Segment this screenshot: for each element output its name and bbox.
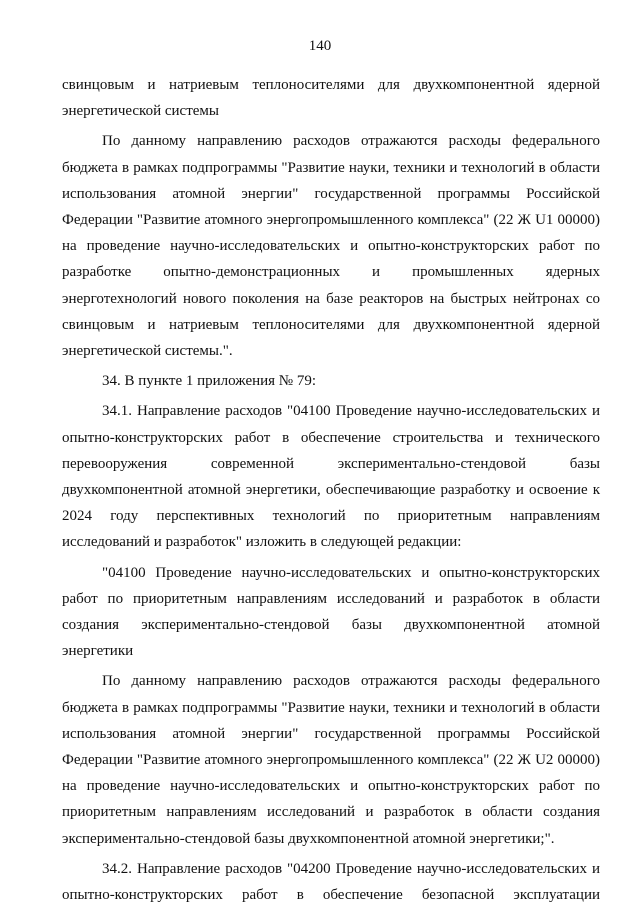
paragraph-item-34-1: 34.1. Направление расходов "04100 Проведение научно-исследовательских и опытно-конструкторских работ в обеспечение строительства и технического перевооружения современной экспериментально-стендовой базы двухкомпонентной атомной энергетики, обеспечивающие разработку и освоение к 2024 году перспективных технологий по приоритетным направлениям исследований и разработок" изложить в следующей редакции: (62, 403, 600, 551)
paragraph-new-wording-04100: "04100 Проведение научно-исследовательских и опытно-конструкторских работ по приоритетным направлениям исследований и разработок в области создания экспериментально-стендовой базы двухкомпонентной атомной энергетики (62, 564, 600, 660)
paragraph-continuation: свинцовым и натриевым теплоносителями для двухкомпонентной ядерной энергетической системы (62, 77, 600, 120)
document-body (62, 72, 600, 908)
paragraph-item-34-2: 34.2. Направление расходов "04200 Проведение научно-исследовательских и опытно-конструкторских работ в обеспечение безопасной эксплуатации (62, 860, 600, 904)
page-number: 140 (308, 38, 332, 54)
paragraph-item-34: 34. В пункте 1 приложения № 79: (102, 373, 317, 390)
paragraph-expense-description-1: По данному направлению расходов отражаются расходы федерального бюджета в рамках подпрограммы "Развитие науки, техники и технологий в области использования атомной энергии" государственной программы Российской Федерации "Развитие атомного энергопромышленного комплекса" (22 Ж U1 00000) на проведение научно-исследовательских и опытно-конструкторских работ по разработке опытно-демонстрационных и промышленных ядерных энерготехнологий нового поколения на базе реакторов на быстрых нейтронах со свинцовым и натриевым теплоносителями для двухкомпонентной ядерной энергетической системы.". (62, 133, 600, 360)
paragraph-expense-description-2: По данному направлению расходов отражаются расходы федерального бюджета в рамках подпрограммы "Развитие науки, техники и технологий в области использования атомной энергии" государственной программы Российской Федерации "Развитие атомного энергопромышленного комплекса" (22 Ж U2 00000) на проведение научно-исследовательских и опытно-конструкторских работ по приоритетным направлениям исследований и разработок в области создания экспериментально-стендовой базы двухкомпонентной атомной энергетики;". (62, 673, 600, 847)
